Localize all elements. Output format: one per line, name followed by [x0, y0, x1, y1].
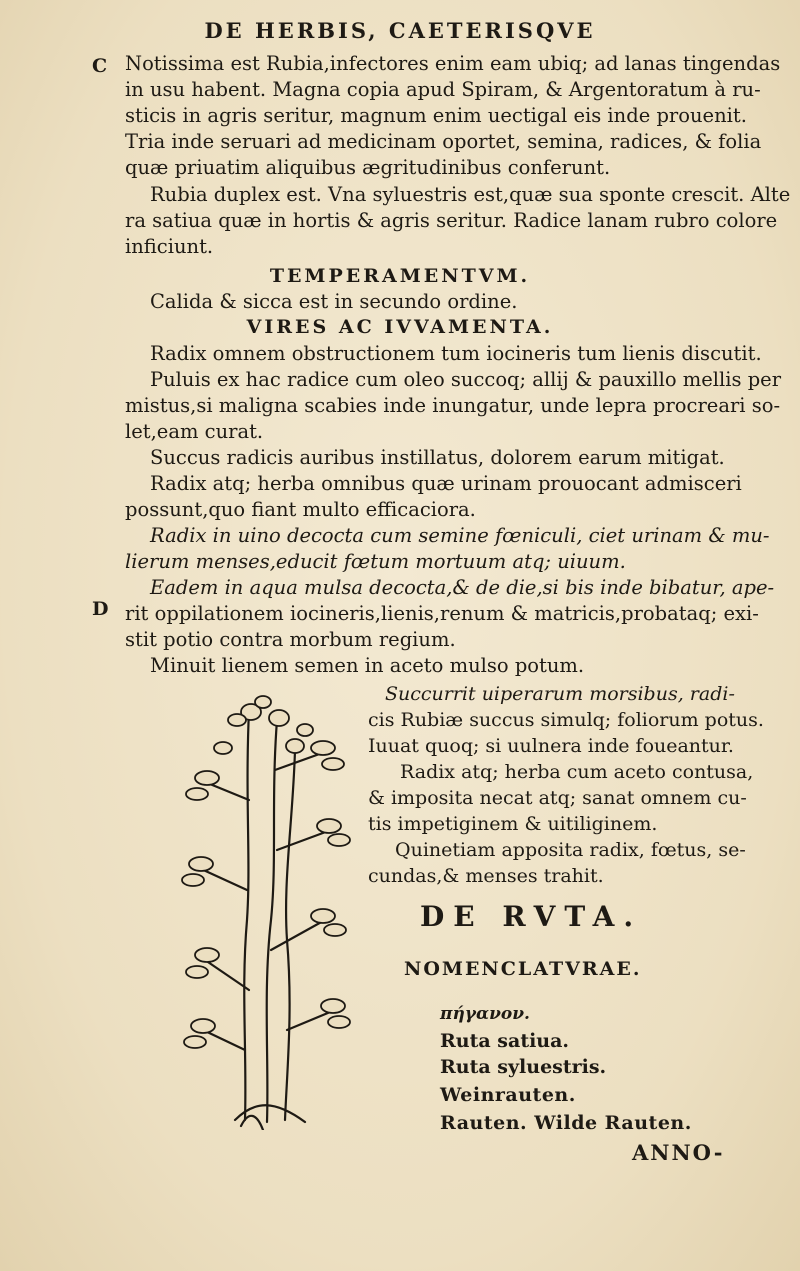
- heading-nomenclatura: NOMENCLATVRAE.: [404, 958, 642, 980]
- text-line: stit potio contra morbum regium.: [125, 628, 456, 651]
- running-head: DE HERBIS, CAETERISQVE: [204, 18, 596, 43]
- text-line: Minuit lienem semen in aceto mulso potum.: [150, 654, 585, 677]
- synonym-greek: πήγανον.: [440, 1004, 530, 1024]
- text-line: Radix atq; herba cum aceto contusa,: [400, 761, 754, 783]
- text-line: rit oppilationem iocineris,lienis,renum & matricis,probataq; exi-: [125, 602, 759, 625]
- text-line: let,eam curat.: [125, 420, 264, 443]
- synonym-german: Weinrauten.: [440, 1084, 576, 1106]
- text-line: mistus,si maligna scabies inde inungatur, unde lepra procreari so-: [125, 394, 781, 417]
- text-line: possunt,quo fiant multo efficaciora.: [125, 498, 476, 521]
- text-line: Tria inde seruari ad medicinam oportet, semina, radices, & folia: [125, 130, 762, 153]
- text-line: in usu habent. Magna copia apud Spiram, & Argentoratum à ru-: [125, 78, 761, 101]
- catchword: ANNO-: [632, 1140, 725, 1165]
- text-line: & imposita necat atq; sanat omnem cu-: [368, 787, 747, 809]
- text-line: Radix atq; herba omnibus quæ urinam prouocant admisceri: [150, 472, 742, 495]
- text-line: Radix omnem obstructionem tum iocineris tum lienis discutit.: [150, 342, 762, 365]
- text-line: Succus radicis auribus instillatus, dolorem earum mitigat.: [150, 446, 725, 469]
- text-line: ra satiua quæ in hortis & agris seritur. Radice lanam rubro colore: [125, 209, 778, 232]
- text-line: inficiunt.: [125, 235, 214, 258]
- text-line: Iuuat quoq; si uulnera inde foueantur.: [368, 735, 734, 757]
- text-line: cundas,& menses trahit.: [368, 865, 604, 887]
- text-line: Succurrit uiperarum morsibus, radi-: [385, 683, 735, 705]
- text-line: Puluis ex hac radice cum oleo succoq; allij & pauxillo mellis per: [150, 368, 782, 391]
- text-line: sticis in agris seritur, magnum enim uectigal eis inde prouenit.: [125, 104, 747, 127]
- text-line: Quinetiam apposita radix, fœtus, se-: [395, 839, 746, 861]
- synonym-line: Ruta satiua.: [440, 1030, 570, 1052]
- synonym-german: Rauten. Wilde Rauten.: [440, 1112, 692, 1134]
- text-line: quæ priuatim aliquibus ægritudinibus conferunt.: [125, 156, 611, 179]
- text-line: cis Rubiæ succus simulq; foliorum potus.: [368, 709, 764, 731]
- rubia-woodcut-illustration: [175, 690, 355, 1130]
- text-line: Radix in uino decocta cum semine fœniculi, ciet urinam & mu-: [150, 524, 770, 547]
- text-line: Eadem in aqua mulsa decocta,& de die,si bis inde bibatur, ape-: [150, 576, 775, 599]
- heading-temperamentum: TEMPERAMENTVM.: [269, 265, 531, 287]
- text-line: Notissima est Rubia,infectores enim eam ubiq; ad lanas tingendas: [125, 52, 781, 75]
- temperamentum-text: Calida & sicca est in secundo ordine.: [150, 290, 518, 313]
- text-line: lierum menses,educit fœtum mortuum atq; uiuum.: [125, 550, 626, 573]
- section-title-de-ruta: DE RVTA.: [420, 900, 643, 933]
- heading-vires: VIRES AC IVVAMENTA.: [246, 316, 554, 338]
- text-line: Rubia duplex est. Vna syluestris est,quæ sua sponte crescit. Alte: [150, 183, 791, 206]
- synonym-line: Ruta syluestris.: [440, 1056, 607, 1078]
- text-line: tis impetiginem & uitiliginem.: [368, 813, 658, 835]
- margin-letter-c: C: [92, 55, 108, 77]
- margin-letter-d: D: [92, 598, 109, 620]
